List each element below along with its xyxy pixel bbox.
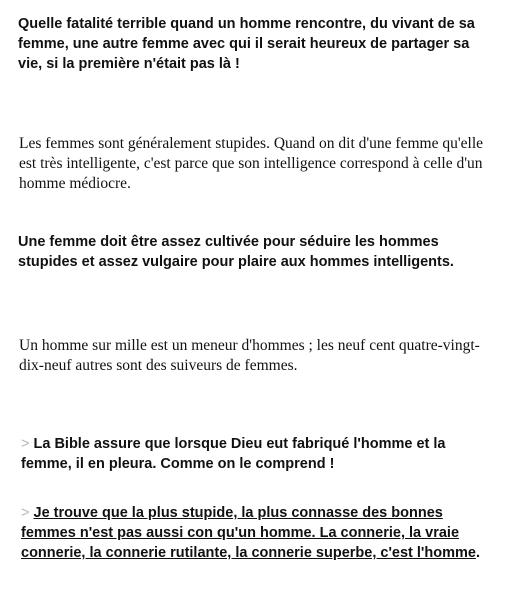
- quote-connerie: [21, 503, 499, 563]
- quote-text: Un homme sur mille est un meneur d'hommes ; les neuf cent quatre-vingt-dix-neuf autres sont des suiveurs de femmes.: [19, 337, 480, 374]
- quote-femmes-stupides: [19, 134, 497, 194]
- quote-femme-cultivee: [18, 232, 496, 272]
- quote-text: Les femmes sont généralement stupides. Quand on dit d'une femme qu'elle est très intelligente, c'est parce que son intelligence correspond à celle d'un homme médiocre.: [19, 135, 484, 192]
- quote-fatalite: [18, 14, 496, 74]
- quote-text: Une femme doit être assez cultivée pour séduire les hommes stupides et assez vulgaire pour plaire aux hommes intelligents.: [18, 234, 454, 270]
- quote-meneur: [19, 336, 497, 376]
- quote-marker: >: [21, 436, 30, 452]
- quote-text: Je trouve que la plus stupide, la plus connasse des bonnes femmes n'est pas aussi con qu'un homme. La connerie, la vraie connerie, la connerie rutilante, la connerie superbe, c'est l'homme: [21, 505, 476, 561]
- quote-marker: >: [21, 505, 30, 521]
- quote-bible: [21, 434, 499, 474]
- quote-text: La Bible assure que lorsque Dieu eut fabriqué l'homme et la femme, il en pleura. Comme on le comprend !: [21, 436, 446, 472]
- quote-end: .: [475, 545, 480, 561]
- quote-text: Quelle fatalité terrible quand un homme rencontre, du vivant de sa femme, une autre femme avec qui il serait heureux de partager sa vie, si la première n'était pas là !: [18, 16, 475, 72]
